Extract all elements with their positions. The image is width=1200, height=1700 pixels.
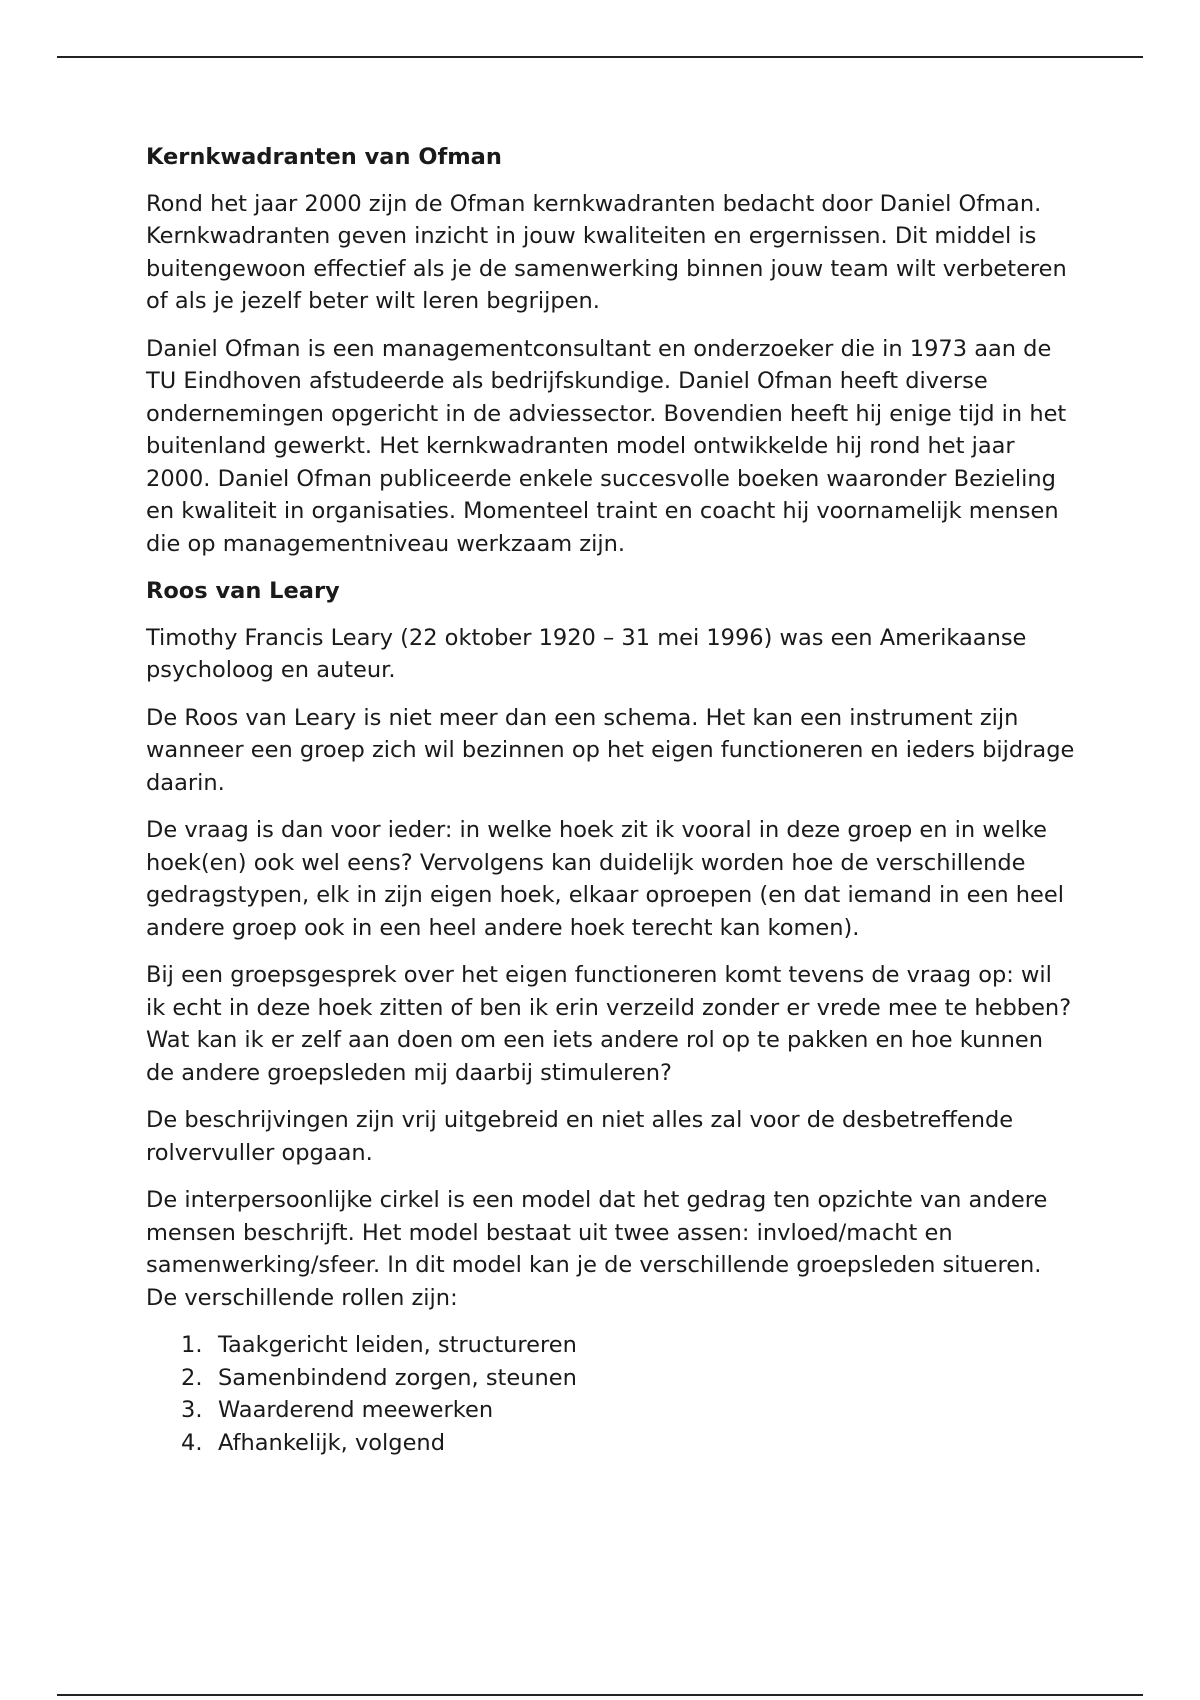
paragraph: Bij een groepsgesprek over het eigen functioneren komt tevens de vraag op: wil ik echt in deze hoek zitten of ben ik erin verzeild zonder er vrede mee te hebben? Wat kan ik er zelf aan doen om een iets andere rol op te pakken en hoe kunnen de andere groepsleden mij daarbij stimuleren?: [146, 962, 1072, 1086]
list-item-text: Taakgericht leiden, structureren: [218, 1332, 577, 1358]
paragraph: De interpersoonlijke cirkel is een model dat het gedrag ten opzichte van andere mensen beschrijft. Het model bestaat uit twee assen: invloed/macht en samenwerking/sfeer. In dit model kan je de verschillende groepsleden situeren. De verschillende rollen zijn:: [146, 1187, 1048, 1311]
list-item-number: 3.: [181, 1397, 203, 1423]
roles-list: [146, 1329, 1076, 1459]
paragraph: De Roos van Leary is niet meer dan een schema. Het kan een instrument zijn wanneer een groep zich wil bezinnen op het eigen functioneren en ieders bijdrage daarin.: [146, 704, 1075, 796]
header-rule: [57, 56, 1143, 58]
paragraph: Daniel Ofman is een managementconsultant en onderzoeker die in 1973 aan de TU Eindhoven afstudeerde als bedrijfskundige. Daniel Ofman heeft diverse ondernemingen opgericht in de adviessector. Bovendien heeft hij enige tijd in het buitenland gewerkt. Het kernkwadranten model ontwikkelde hij rond het jaar 2000. Daniel Ofman publiceerde enkele succesvolle boeken waaronder Bezieling en kwaliteit in organisaties. Momenteel traint en coacht hij voornamelijk mensen die op managementniveau werkzaam zijn.: [146, 335, 1067, 557]
paragraph: De beschrijvingen zijn vrij uitgebreid en niet alles zal voor de desbetreffende rolvervuller opgaan.: [146, 1107, 1014, 1166]
list-item-text: Afhankelijk, volgend: [218, 1429, 445, 1456]
paragraph: Rond het jaar 2000 zijn de Ofman kernkwadranten bedacht door Daniel Ofman. Kernkwadranten geven inzicht in jouw kwaliteiten en ergernissen. Dit middel is buitengewoon effectief als je de samenwerking binnen jouw team wilt verbeteren of als je jezelf beter wilt leren begrijpen.: [146, 190, 1067, 314]
list-item-text: Waarderend meewerken: [218, 1397, 494, 1423]
list-item: [181, 1394, 1076, 1427]
list-item-number: 1.: [181, 1332, 203, 1358]
document-body: [146, 141, 1076, 1459]
list-item-number: 4.: [181, 1429, 203, 1456]
footer-rule: [57, 1694, 1143, 1696]
section-heading-roos-van-leary: Roos van Leary: [146, 578, 340, 604]
list-item-text: Samenbindend zorgen, steunen: [218, 1364, 577, 1391]
list-item: [181, 1427, 1076, 1460]
list-item: [181, 1362, 1076, 1395]
list-item-number: 2.: [181, 1364, 203, 1391]
paragraph: Timothy Francis Leary (22 oktober 1920 – 31 mei 1996) was een Amerikaanse psycholoog en auteur.: [146, 624, 1027, 683]
section-heading-kernkwadranten: Kernkwadranten van Ofman: [146, 144, 502, 170]
list-item: [181, 1329, 1076, 1362]
paragraph: De vraag is dan voor ieder: in welke hoek zit ik vooral in deze groep en in welke hoek(en) ook wel eens? Vervolgens kan duidelijk worden hoe de verschillende gedragstypen, elk in zijn eigen hoek, elkaar oproepen (en dat iemand in een heel andere groep ook in een heel andere hoek terecht kan komen).: [146, 817, 1064, 941]
